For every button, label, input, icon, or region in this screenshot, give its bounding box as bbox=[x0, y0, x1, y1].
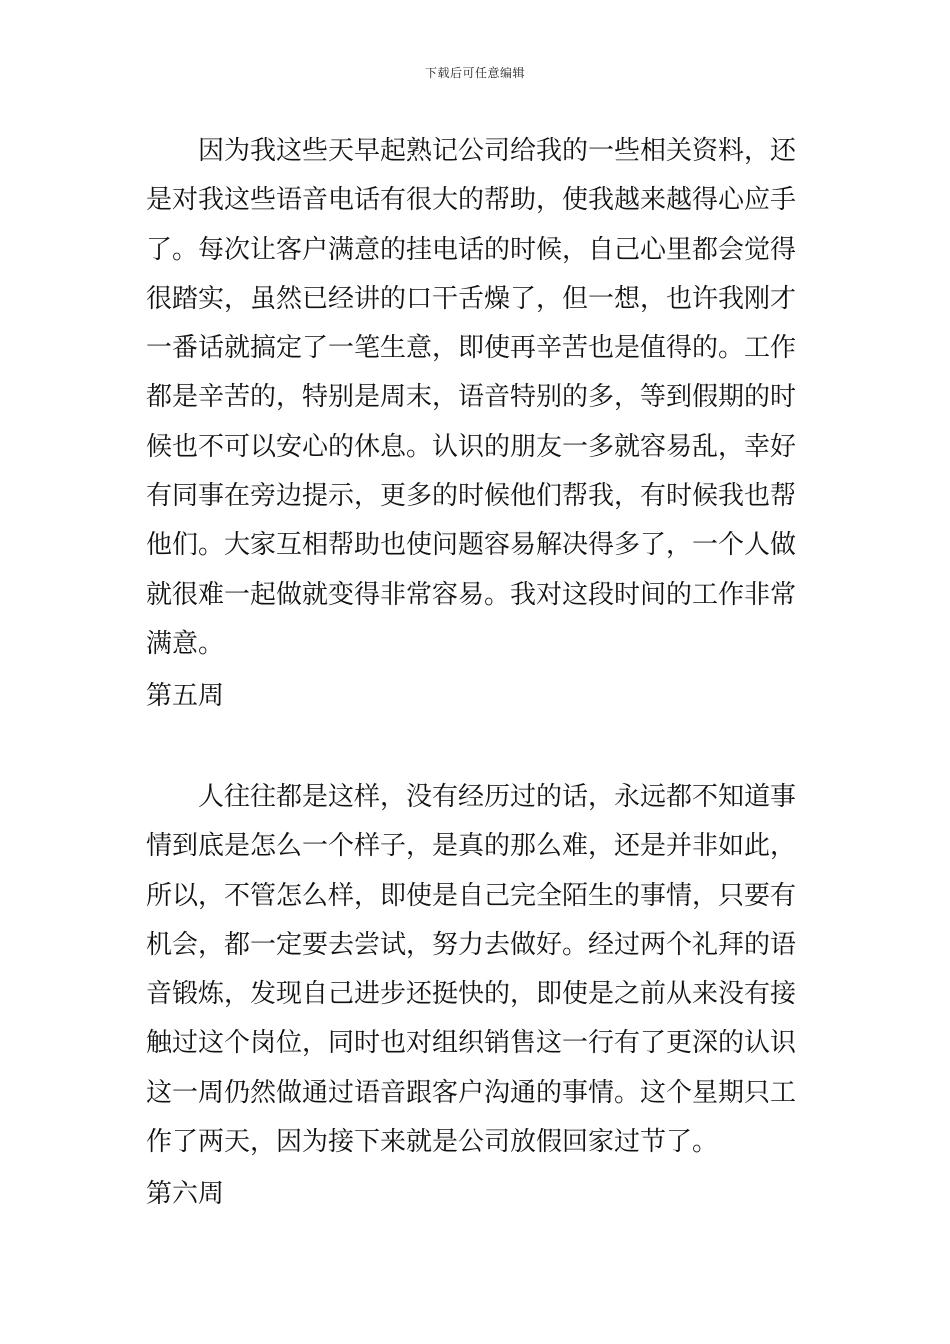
header-note: 下载后可任意编辑 bbox=[424, 66, 525, 80]
paragraph-text: 因为我这些天早起熟记公司给我的一些相关资料，还是对我这些语音电话有很大的帮助，使我越来越得心应手了。每次让客户满意的挂电话的时候，自己心里都会觉得很踏实，虽然已经讲的口干舌燥了，但一想，也许我刚才一番话就搞定了一笔生意，即使再辛苦也是值得的。工作都是辛苦的，特别是周末，语音特别的多，等到假期的时候也不可以安心的休息。认识的朋友一多就容易乱，幸好有同事在旁边提示，更多的时候他们帮我，有时候我也帮他们。大家互相帮助也使问题容易解决得多了，一个人做就很难一起做就变得非常容易。我对这段时间的工作非常满意。 bbox=[146, 136, 797, 659]
body-paragraph-2 bbox=[146, 773, 806, 1167]
section-heading-week-5: 第五周 bbox=[146, 681, 225, 711]
paragraph-text: 人往往都是这样，没有经历过的话，永远都不知道事情到底是怎么一个样子，是真的那么难，还是并非如此，所以，不管怎么样，即使是自己完全陌生的事情，只要有机会，都一定要去尝试，努力去做好。经过两个礼拜的语音锻炼，发现自己进步还挺快的，即使是之前从来没有接触过这个岗位，同时也对组织销售这一行有了更深的认识这一周仍然做通过语音跟客户沟通的事情。这个星期只工作了两天，因为接下来就是公司放假回家过节了。 bbox=[146, 782, 797, 1158]
section-heading-week-6: 第六周 bbox=[146, 1179, 225, 1209]
body-paragraph-1 bbox=[146, 127, 806, 669]
